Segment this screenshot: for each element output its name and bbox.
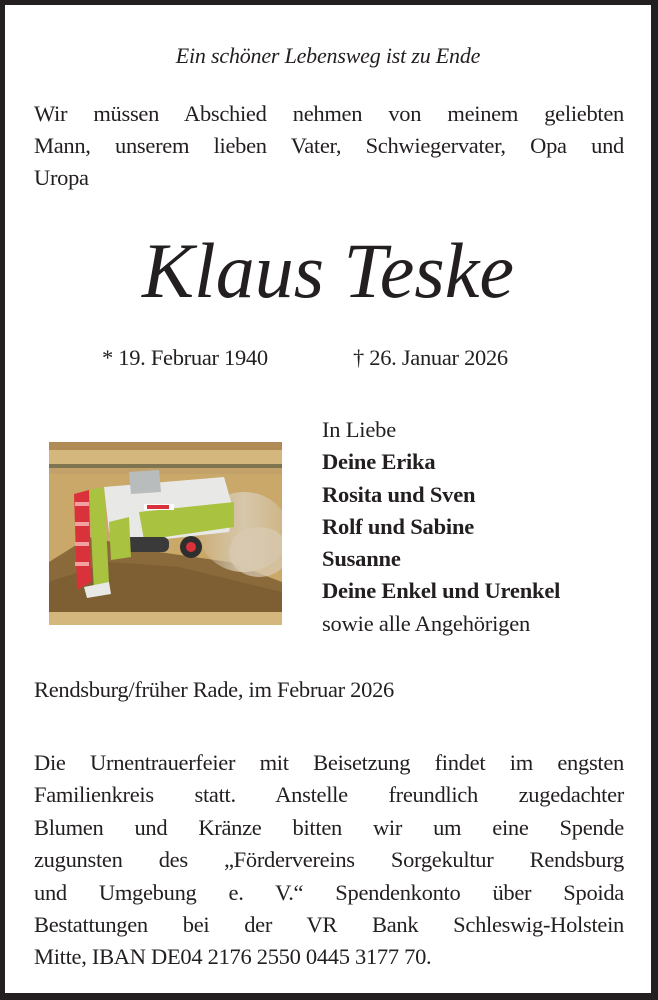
family-member: Susanne bbox=[322, 546, 401, 572]
family-member: Deine Erika bbox=[322, 449, 436, 475]
notice-line: Die Urnentrauerfeier mit Beisetzung findet im engsten bbox=[34, 750, 624, 775]
family-member: Deine Enkel und Urenkel bbox=[322, 578, 561, 604]
motto: Ein schöner Lebensweg ist zu Ende bbox=[175, 43, 481, 68]
notice-line: Mitte, IBAN DE04 2176 2550 0445 3177 70. bbox=[34, 944, 432, 970]
notice-line: zugunsten des „Fördervereins Sorgekultur Rendsburg bbox=[34, 847, 624, 873]
death-date: † 26. Januar 2026 bbox=[353, 345, 508, 370]
intro-line: Wir müssen Abschied nehmen von meinem geliebten bbox=[34, 101, 624, 126]
intro-text bbox=[34, 98, 624, 194]
birth-date: * 19. Februar 1940 bbox=[102, 345, 268, 370]
place-and-date: Rendsburg/früher Rade, im Februar 2026 bbox=[34, 677, 394, 702]
family-closing: sowie alle Angehörigen bbox=[322, 610, 531, 636]
notice-line: Familienkreis statt. Anstelle freundlich zugedachter bbox=[34, 782, 624, 808]
notice-line: und Umgebung e. V.“ Spendenkonto über Spoida bbox=[34, 879, 624, 905]
family-member: Rosita und Sven bbox=[322, 481, 476, 507]
funeral-notice bbox=[34, 747, 624, 974]
harvester-image bbox=[49, 442, 282, 625]
family-signatures bbox=[322, 414, 560, 640]
obituary-notice bbox=[5, 5, 651, 993]
notice-line: Bestattungen bei der VR Bank Schleswig-Holstein bbox=[34, 911, 624, 937]
intro-line: Uropa bbox=[34, 165, 89, 190]
intro-line: Mann, unserem lieben Vater, Schwiegervater, Opa und bbox=[34, 133, 624, 158]
deceased-name: Klaus Teske bbox=[142, 227, 514, 314]
notice-line: Blumen und Kränze bitten wir um eine Spende bbox=[34, 814, 624, 840]
family-intro: In Liebe bbox=[322, 417, 396, 442]
family-member: Rolf und Sabine bbox=[322, 513, 475, 539]
combine-harvester-photo bbox=[49, 442, 282, 625]
